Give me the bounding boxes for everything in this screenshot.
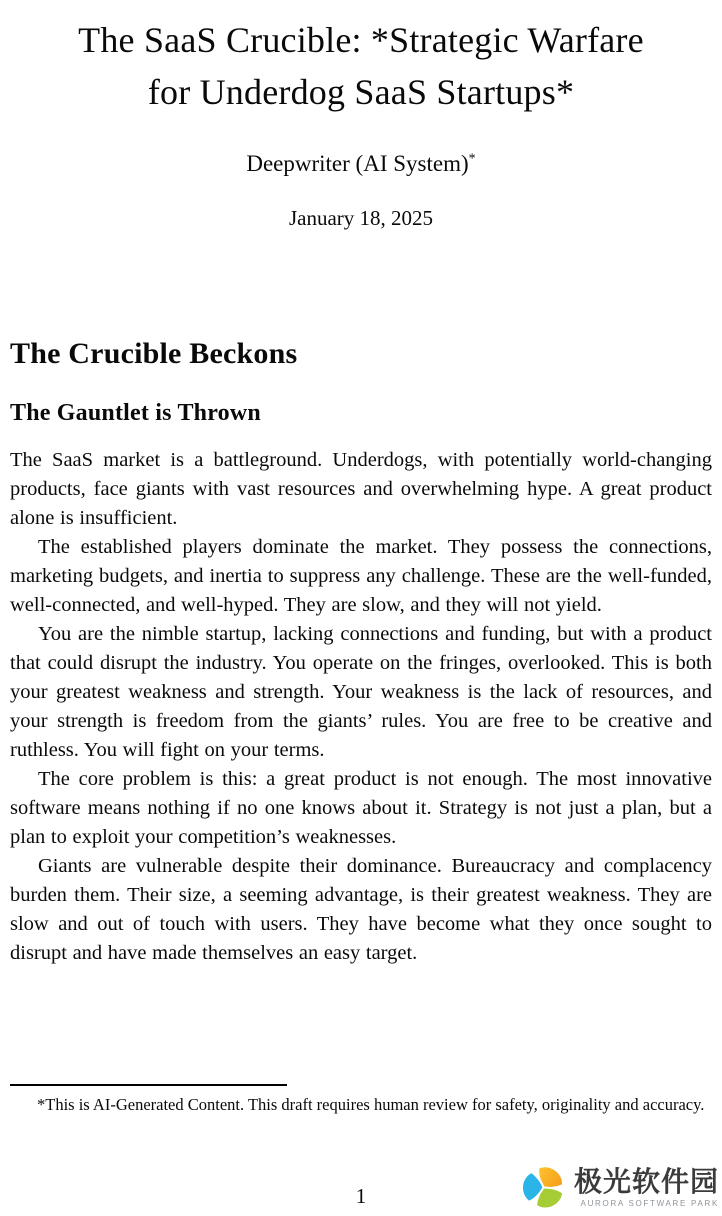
subsection-heading: The Gauntlet is Thrown — [10, 400, 261, 426]
author-name: Deepwriter (AI System) — [246, 151, 469, 176]
watermark-logo — [516, 1162, 719, 1213]
section-heading: The Crucible Beckons — [10, 337, 298, 370]
paragraph-5: Giants are vulnerable despite their dominance. Bureaucracy and complacency burden them. Their size, a seeming advantage, is their greatest weakness. They are slow and out of touch with users. They have become what they once sought to disrupt and have made themselves an easy target. — [10, 855, 712, 964]
watermark-name-en: AURORA SOFTWARE PARK — [580, 1199, 719, 1208]
watermark-text — [574, 1166, 719, 1209]
body-text — [10, 446, 712, 968]
paragraph-1: The SaaS market is a battleground. Underdogs, with potentially world-changing products, face giants with vast resources and overwhelming hype. A great product alone is insufficient. — [10, 449, 712, 529]
footnote-text: *This is AI-Generated Content. This draft requires human review for safety, originality and accuracy. — [37, 1095, 705, 1114]
date-line: January 18, 2025 — [288, 206, 434, 230]
title-block — [0, 14, 722, 232]
aurora-trefoil-icon — [516, 1162, 571, 1213]
footnote-area — [10, 1084, 712, 1116]
paragraph-3: You are the nimble startup, lacking connections and funding, but with a product that could disrupt the industry. You operate on the fringes, overlooked. This is both your greatest weakness and strength. Your weakness is the lack of resources, and your strength is freedom from the giants’ rules. You are free to be creative and ruthless. You will fight on your terms. — [10, 623, 712, 761]
author-footnote-mark: * — [468, 151, 476, 167]
paragraph-2: The established players dominate the market. They possess the connections, marketing budgets, and inertia to suppress any challenge. These are the well-funded, well-connected, and well-hyped. They are slow, and they will not yield. — [10, 536, 712, 616]
page-number: 1 — [355, 1184, 367, 1208]
title-line-2: for Underdog SaaS Startups* — [147, 72, 575, 112]
paragraph-4: The core problem is this: a great product is not enough. The most innovative software means nothing if no one knows about it. Strategy is not just a plan, but a plan to exploit your competition’s weaknesses. — [10, 768, 712, 848]
paper-title — [20, 14, 702, 118]
watermark-name-cn: 极光软件园 — [573, 1166, 719, 1197]
title-line-1: The SaaS Crucible: *Strategic Warfare — [78, 20, 644, 60]
author-line — [0, 149, 722, 179]
footnote-rule — [10, 1084, 287, 1086]
